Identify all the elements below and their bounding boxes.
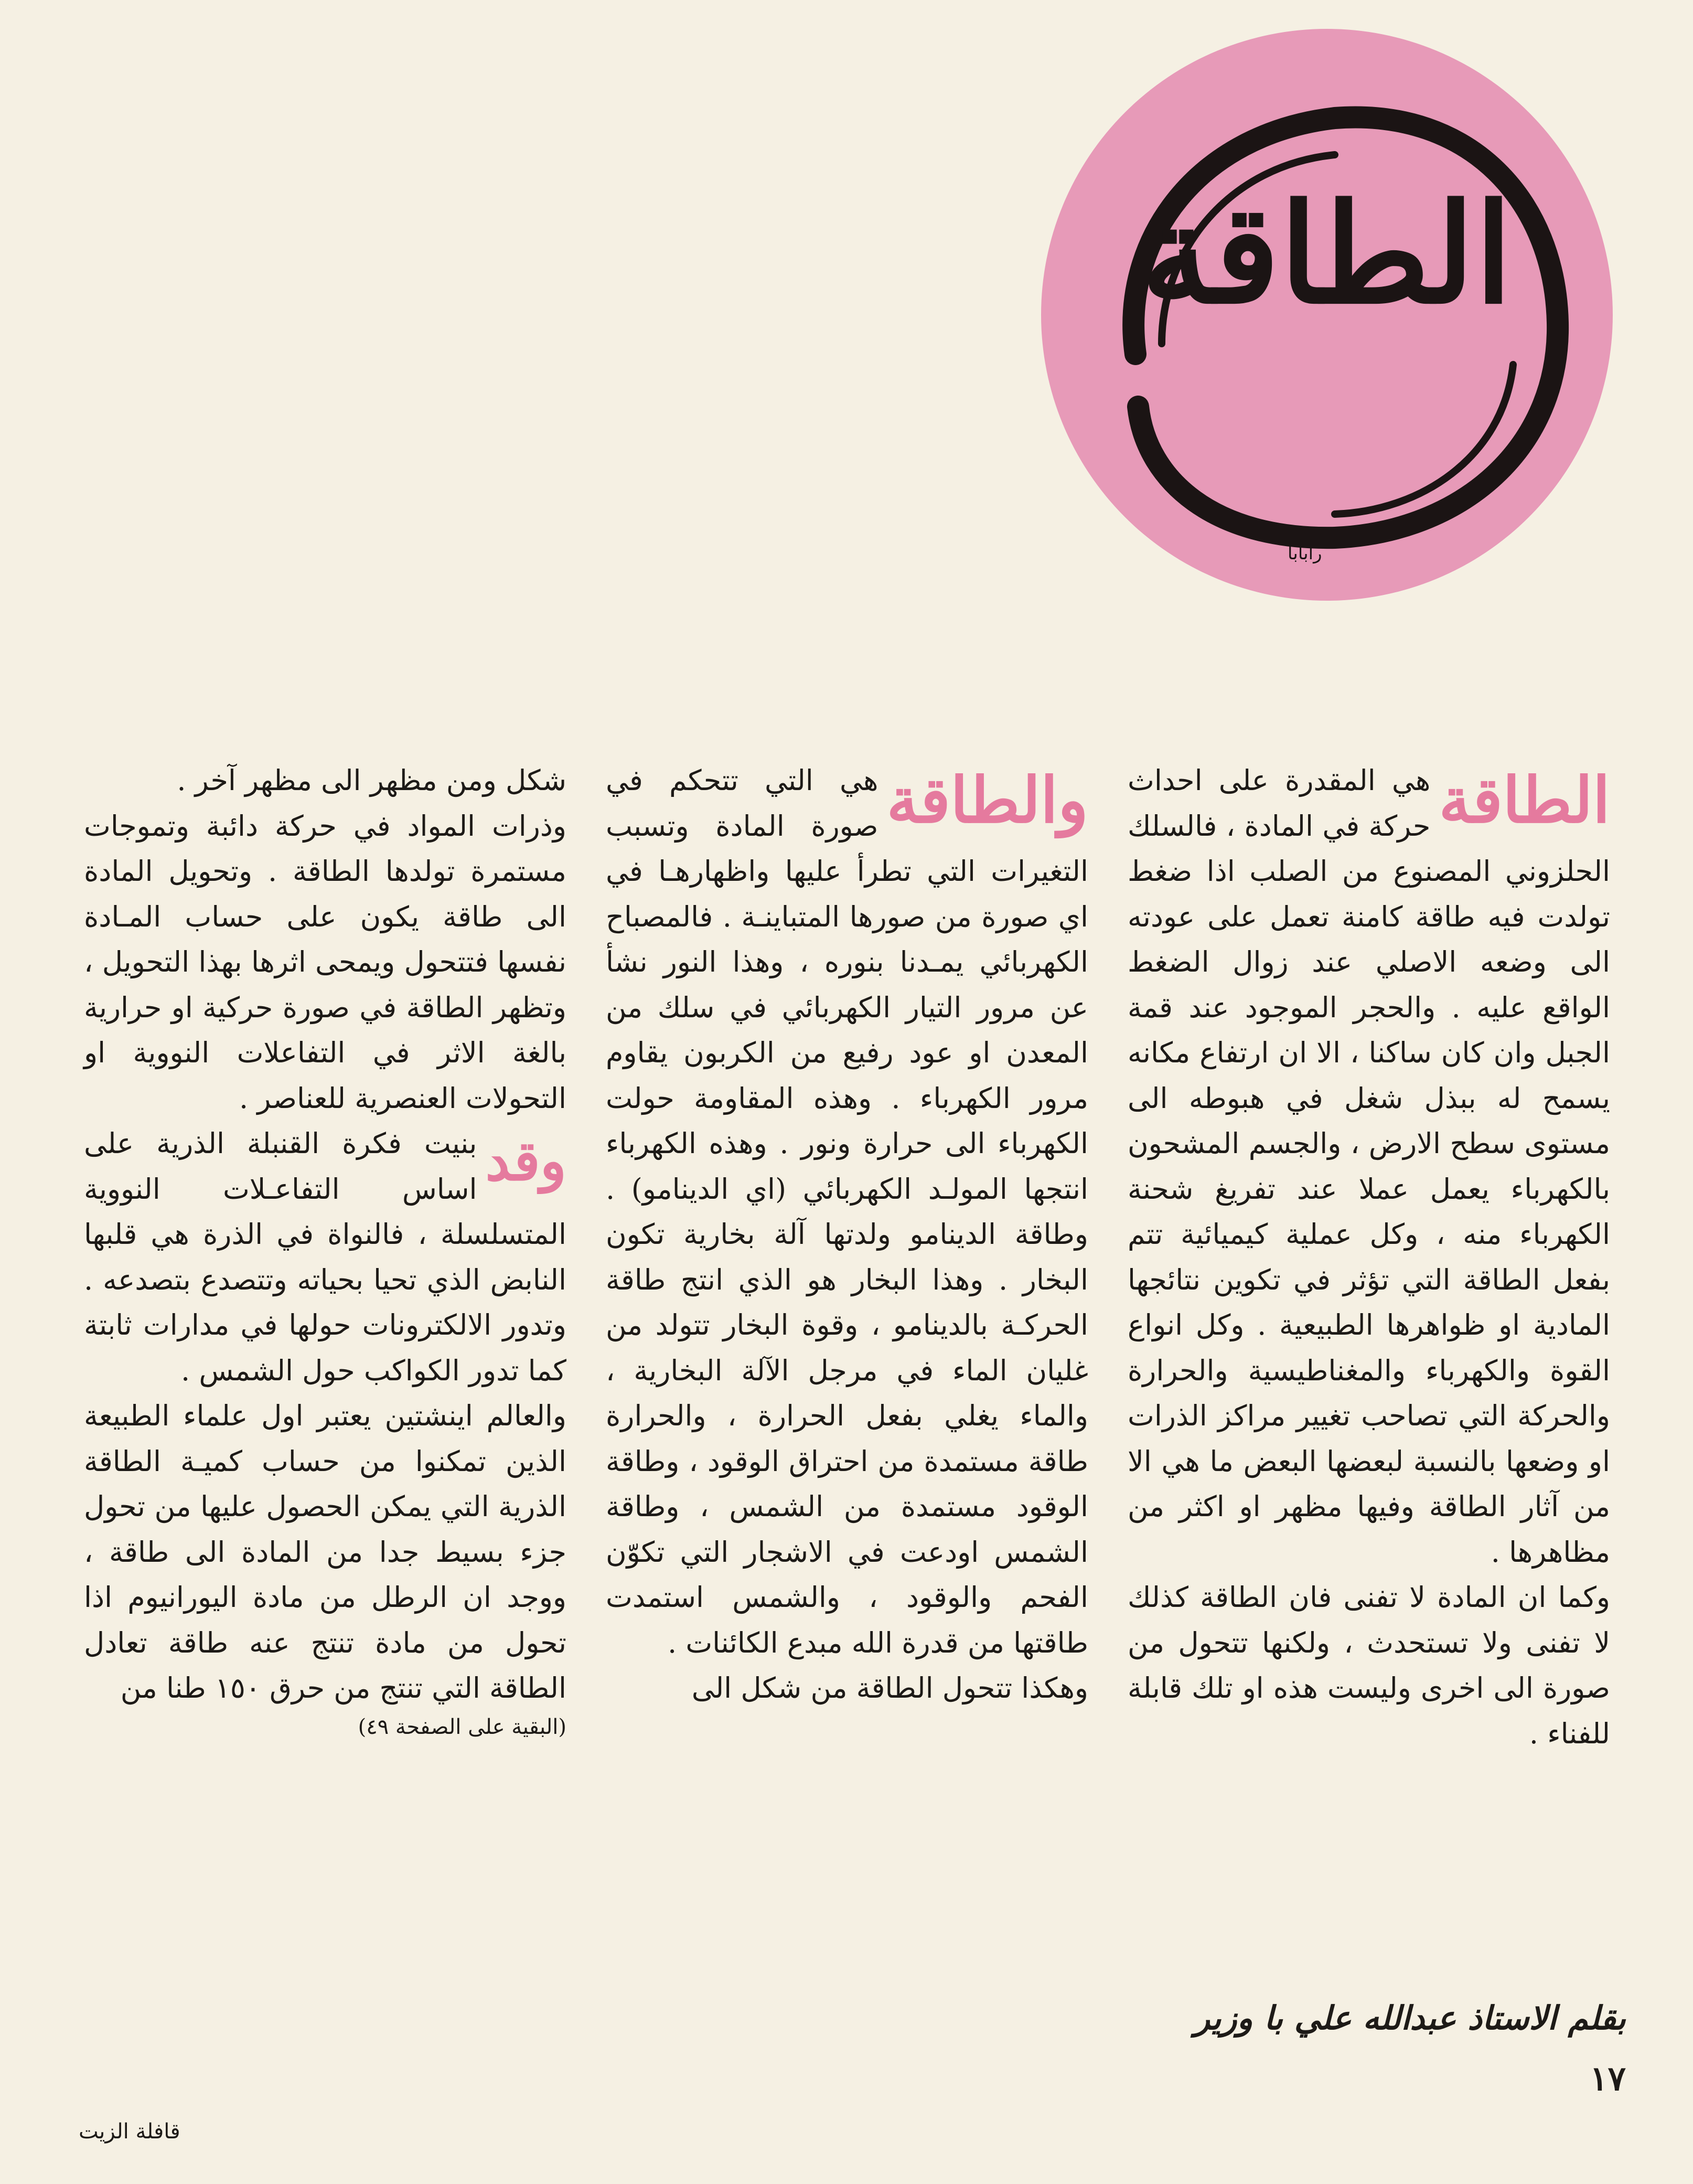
paragraph [84,1121,566,1393]
lead-word: والطاقة [886,763,1088,837]
paragraph: وكما ان المادة لا تفنى فان الطاقة كذلك لا تفنى ولا تستحدث ، ولكنها تتحول من صورة الى اخرى وليست هذه او تلك قابلة للفناء . [1128,1581,1610,1750]
continued-note: (البقية على الصفحة ٤٩) [358,1714,566,1739]
column-right [1128,758,1610,1756]
title-disc [1041,29,1613,601]
paragraph: وذرات المواد في حركة دائبة وتموجات مستمرة تولدها الطاقة . وتحويل المادة الى طاقة يكون على حساب المـادة نفسها فتتحول ويمحى اثرها بهذا التحويل ، وتظهر الطاقة في صورة حركية او حرارية بالغة الاثر في التفاعلات النووية او التحولات العنصرية للعناصر . [84,809,566,1115]
lead-word: الطاقة [1439,763,1610,837]
paragraph: وهكذا تتحول الطاقة من شكل الى [691,1671,1088,1704]
paragraph: والعالم اينشتين يعتبر اول علماء الطبيعة الذين تمكنوا من حساب كميـة الطاقة الذرية التي يمكن الحصول عليها من تحول جزء بسيط جدا من المادة الى طاقة ، ووجد ان الرطل من مادة اليورانيوم اذا تحول من مادة تنتج عنه طاقة تعادل الطاقة التي تنتج من حرق ١٥٠ طنا من [84,1399,566,1704]
calligrapher-signature: رابابا [1288,543,1322,564]
title-calligraphy: الطاقة [1141,174,1513,334]
column-middle [606,758,1088,1711]
paragraph-text: هي التي تتحكم في صورة المادة وتسبب التغيرات التي تطرأ عليها واظهارهـا في اي صورة من صورها المتباينـة . فالمصباح الكهربائي يمـدنا بنوره ، وهذا النور نشأ عن مرور التيار الكهربائي في سلك من المعدن او عود رفيع من الكربون يقاوم مرور الكهرباء . وهذه المقاومة حولت الكهرباء الى حرارة ونور . وهذه الكهرباء انتجها المولـد الكهربائي (اي الدينامو) . وطاقة الدينامو ولدتها آلة بخارية تكون البخار . وهذا البخار هو الذي انتج طاقة الحركـة بالدينامو ، وقوة البخار تتولد من غليان الماء في مرجل الآلة البخارية ، والماء يغلي بفعل الحرارة ، والحرارة طاقة مستمدة من احتراق الوقود ، وطاقة الوقود مستمدة من الشمس ، وطاقة الشمس اودعت في الاشجار التي تكوّن الفحم والوقود ، والشمس استمدت طاقتها من قدرة الله مبدع الكائنات . [606,764,1088,1659]
paragraph [1128,758,1610,1575]
column-left [84,758,566,1743]
magazine-name: قافلة الزيت [79,2119,180,2144]
paragraph-text: بنيت فكرة القنبلة الذرية على اساس التفاعـلات النووية المتسلسلة ، فالنواة في الذرة هي قلبها النابض الذي تحيا بحياته وتتصدع بتصدعه . وتدور الالكترونات حولها في مدارات ثابتة كما تدور الكواكب حول الشمس . [84,1127,566,1387]
paragraph-text: هي المقدرة على احداث حركة في المادة ، فالسلك الحلزوني المصنوع من الصلب اذا ضغط تولدت فيه طاقة كامنة تعمل على عودته الى وضعه الاصلي عند زوال الضغط الواقع عليه . والحجر الموجود عند قمة الجبل وان كان ساكنا ، الا ان ارتفاع مكانه يسمح له ببذل شغل في هبوطه الى مستوى سطح الارض ، والجسم المشحون بالكهرباء يعمل عملا عند تفريغ شحنة الكهرباء منه ، وكل عملية كيميائية تتم بفعل الطاقة التي تؤثر في تكوين نتائجها المادية او ظواهرها الطبيعية . وكل انواع القوة والكهرباء والمغناطيسية والحرارة والحركة التي تصاحب تغيير مراكز الذرات او وضعها بالنسبة لبعضها البعض ما هي الا من آثار الطاقة وفيها مظهر او اكثر من مظاهرها . [1128,764,1610,1569]
author-byline: بقلم الاستاذ عبدالله علي با وزير [1194,1999,1626,2037]
page-number: ١٧ [1590,2059,1626,2098]
lead-word: وقد [485,1128,566,1193]
paragraph: شكل ومن مظهر الى مظهر آخر . [177,764,566,797]
paragraph [606,758,1088,1666]
